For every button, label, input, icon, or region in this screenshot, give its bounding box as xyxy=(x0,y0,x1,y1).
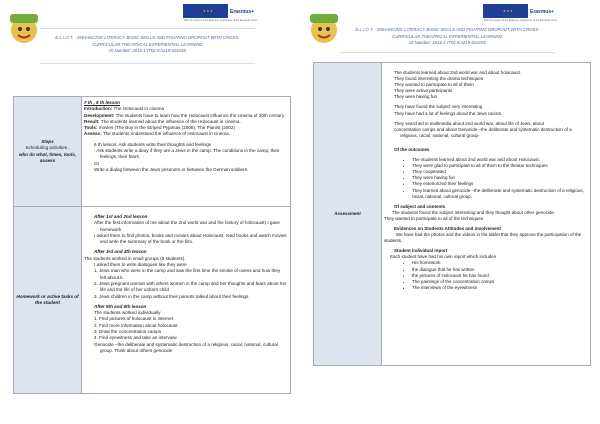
assessment-content: The students learned about 2nd world war and about holocaust. They found interesting the drama techniques They wanted to participate to all of them They were active participants They were having fun They have found the subject very interesting They have had a lot of feelings about the Jews racism. They searched in multimedia about 2nd world war, about life of Jews, about concentration camps and about Genocide –the deliberate and systematic destruction of a religious, racial, national, cultural group- Of the outcomes • The students learned about 2nd world war and about Holocaust. • They were glad to participate to all of them to the theater techniques • They cooperated • They were having fun • They exteriorized their feelings • They learned about genocide –the deliberate and systematic destruction of a religious, racial, national, cultural group. Of subject and contents The students found the subject interesting and they thought about other genocide. They wanted to participate to all of the techniques Evidences on Students Attitudes and involvement We have had the photos and the videos in the tablet that they approve the participation of the students. Student individual report Each student have had his own report which includes • His homework • the dialogue that he has written • the pictures of Holocaust he has found • The paintings of the concentration camps • The interviews of the eyewitness xyxy=(382,63,591,366)
project-logo-icon xyxy=(306,10,342,46)
eu-flag-icon: ★ ★ ★ xyxy=(183,4,228,18)
assessment-table xyxy=(313,62,591,366)
eu-flag-icon: ★ ★ ★ xyxy=(483,4,528,18)
eu-subtitle: With the support of the Erasmus+ programme of the European Union xyxy=(184,19,258,22)
erasmus-logo: Erasmus+ xyxy=(230,9,255,15)
row-assessment xyxy=(314,63,591,366)
eu-subtitle: With the support of the Erasmus+ programme of the European Union xyxy=(484,19,558,22)
steps-label: Steps Scheduling activities , who do what, times, tools, assess xyxy=(14,97,82,207)
homework-content: After 1st and 2nd lesson After the first information of me about the 2nd world war and the history of holocaust) I gave homework I asked them to find photos, books and movies about Holocaust, read books and watch movies and write the summary of the book or the film. After 3rd and 4th lesson The students worked in small groups (5 students). I asked them to write dialogues like they were 1. Jews man who were in the camp and saw the first time the smoke of ovens and how they felt about it. 2. Jews pregnant woman with others women in the camp and her thoughts and fears about her life and the life of her unborn child 3. Jews children in the camp without their parents talked about their feelings. After 5th and 6th lesson The students worked individually 1. Find pictures of holocaust in internet 2. Find more information about holocaust 3. Draw the concentration camps 4. Find eyewitness and take an interview Genocide –the deliberate and systematic destruction of a religious, racial, national, cultural group. Think about others genocide xyxy=(82,207,291,394)
project-header: E.L.I.O.T. - ENHANCING LITERACY BASIC SKILLS AND FIGHTING DROPOUT WITH CROSS- CURRICULAR THEATRICAL EXPERIENTIAL LEARNING ID Number: 2016-1-IT02-KA219-024155 xyxy=(40,28,255,64)
homework-label: Homework or active tasks of the student xyxy=(14,207,82,394)
lesson-table xyxy=(13,96,291,394)
outcomes-list: • The students learned about 2nd world war and about Holocaust. • They were glad to participate to all of them to the theater techniques • They cooperated • They were having fun • They exteriorized their feelings • They learned about genocide –the deliberate and systematic destruction of a religious, racial, national, cultural group. xyxy=(384,157,587,200)
page-right xyxy=(300,0,600,424)
erasmus-logo: Erasmus+ xyxy=(530,9,555,15)
project-logo-icon xyxy=(6,10,42,46)
row-homework xyxy=(14,207,291,394)
report-list: • His homework • the dialogue that he has written • the pictures of Holocaust he has found • The paintings of the concentration camps • The interviews of the eyewitness xyxy=(384,260,587,290)
row-steps xyxy=(14,97,291,207)
project-header: E.L.I.O.T. - ENHANCING LITERACY BASIC SKILLS AND FIGHTING DROPOUT WITH CROSS- CURRICULAR THEATRICAL EXPERIENTIAL LEARNING ID Number: 2016-1-IT02-KA219-024155 xyxy=(340,24,555,53)
steps-content: 7 th , 8 th lesson Introduction: The Holocaust in cinema Development: The students have to learn how the Holocaust influence the cinema of 20th century Result: The students learned about the influence of the Holocaust in cinema. Tools: movies (The Boy in the Striped Pyjamas (2008), The Pianist (2002) Assess: The students understand the influence of Holocaust in cinema. 6 th lesson: Ask students write their thoughts and feelings : Ask students write a diary if they are a Jews in the camp. The conditions in the camp, their feelings, their fears. Or Write a dialog between the Jews prisoners or between the German soldiers. xyxy=(82,97,291,207)
assessment-label: Assessment xyxy=(314,63,382,366)
